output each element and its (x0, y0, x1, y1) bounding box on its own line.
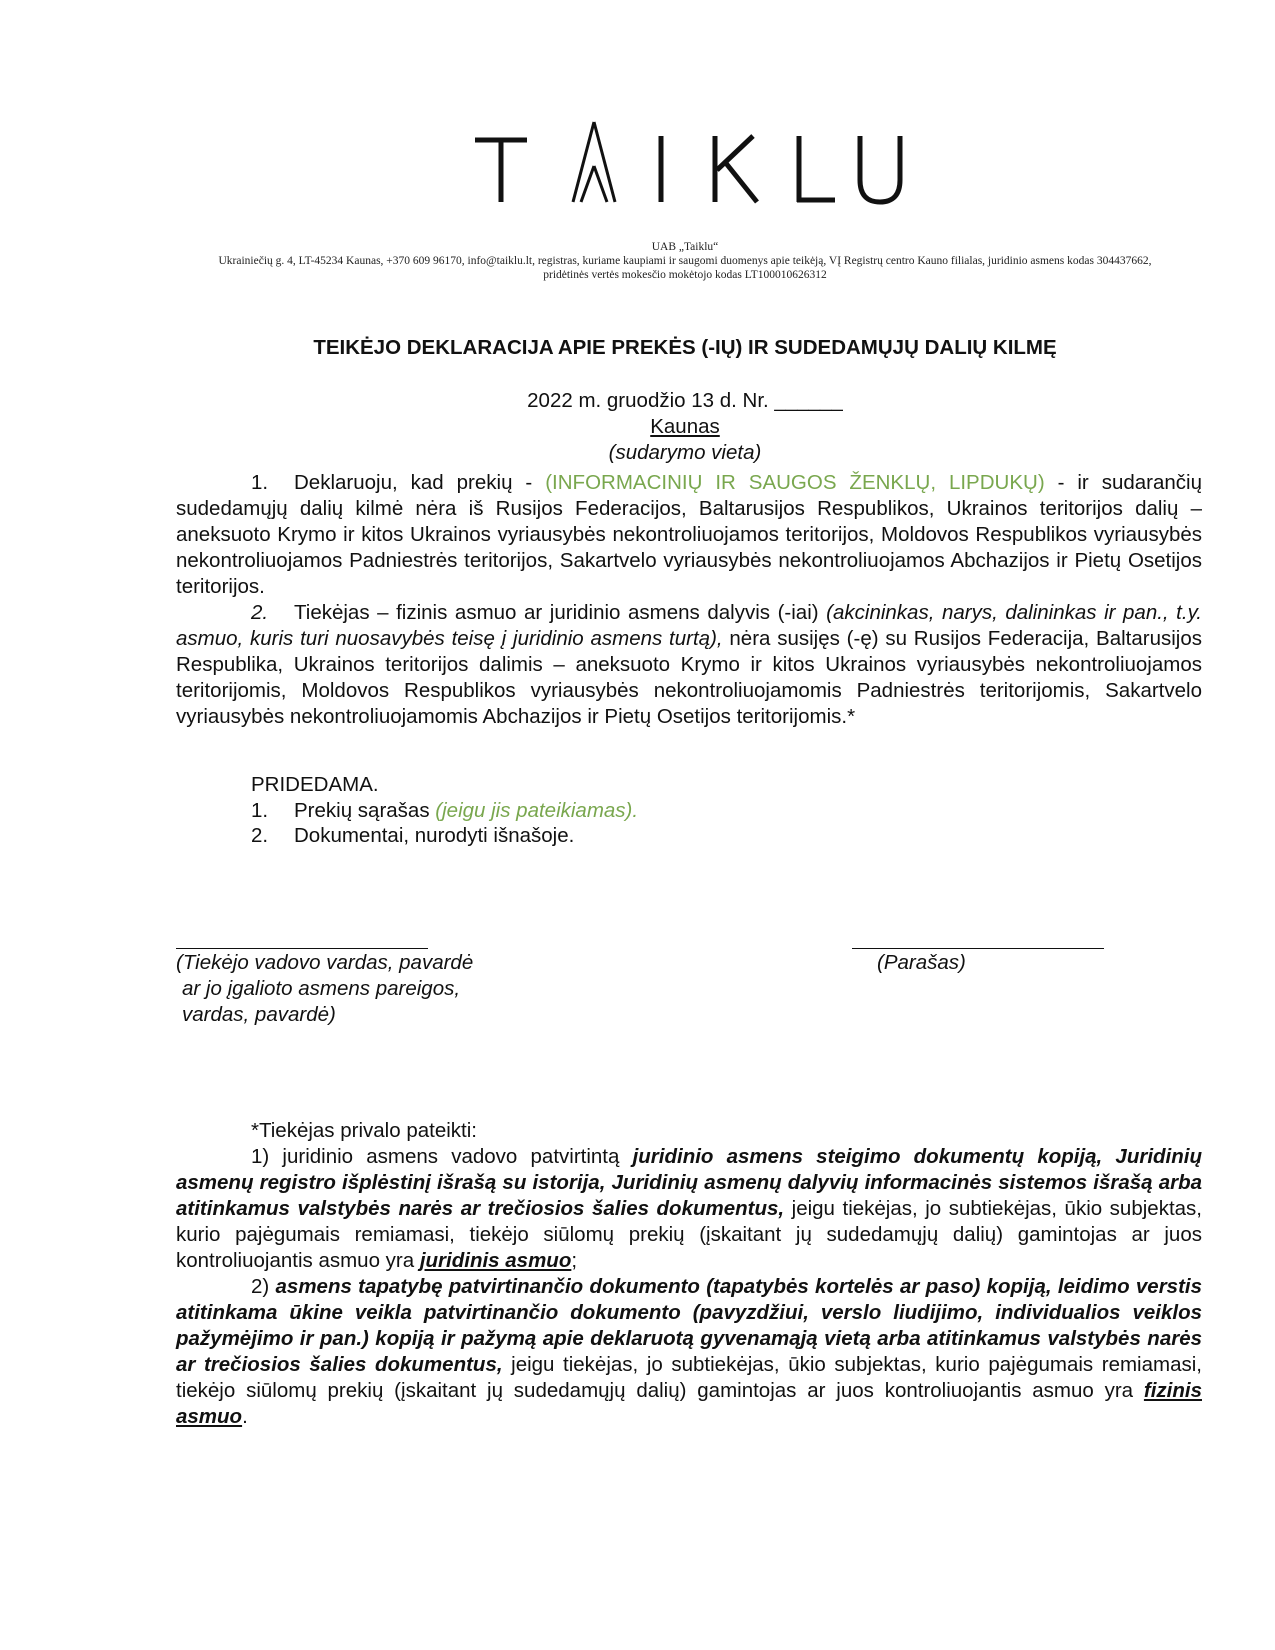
logo-graphic (475, 118, 905, 218)
name-caption: (Tiekėjo vadovo vardas, pavardė ar jo įgalioto asmens pareigos, vardas, pavardė) (176, 951, 474, 1026)
attachments-heading: PRIDEDAMA. (251, 773, 379, 796)
place: Kaunas (650, 415, 720, 438)
footnote (176, 1118, 1202, 1430)
footnote-legal-entity: 1) juridinio asmens vadovo patvirtintą juridinio asmens steigimo dokumentų kopiją, Juridinių asmenų registro išplėstinį išrašą su istorija, Juridinių asmenų dalyvių informacinės sistemos išrašą arba atitinkamus valstybės narės ar trečiosios šalies dokumentus, jeigu tiekėjas, jo subtiekėjas, ūkio subjektas, kurio pajėgumais remiamasi, tiekėjo siūlomų prekių (įskaitant jų sudedamųjų dalių) gamintojas ar juos kontroliuojantis asmuo yra juridinis asmuo; (176, 1145, 1202, 1272)
place-caption: (sudarymo vieta) (608, 441, 762, 464)
company-name: UAB „Taiklu“ (651, 241, 719, 253)
footnote-natural-person: 2) asmens tapatybę patvirtinančio dokumento (tapatybės kortelės ar paso) kopiją, leidimo verstis atitinkama ūkine veikla patvirtinančio dokumento (pavyzdžiui, verslo liudijimo, individualios veiklos pažymėjimo ir pan.) kopiją ir pažymą apie deklaruotą gyvenamąją vietą arba atitinkamus valstybės narės ar trečiosios šalies dokumentus, jeigu tiekėjas, jo subtiekėjas, ūkio subjektas, kurio pajėgumais remiamasi, tiekėjo siūlomų prekių (įskaitant jų sudedamųjų dalių) gamintojas ar juos kontroliuojantis asmuo yra fizinis asmuo. (176, 1275, 1202, 1428)
company-details: Ukrainiečių g. 4, LT-45234 Kaunas, +370 609 96170, info@taiklu.lt, registras, kuriame kaupiami ir saugomi duomenys apie teikėją, VĮ Registrų centro Kauno filialas, juridinio asmens kodas 304437662, (218, 255, 1152, 267)
signature-line (852, 948, 1104, 949)
product-name: (INFORMACINIŲ IR SAUGOS ŽENKLŲ, LIPDUKŲ) (545, 471, 1045, 494)
date-place-block (170, 388, 1200, 466)
date-line: 2022 m. gruodžio 13 d. Nr. ______ (527, 389, 843, 412)
attachment-item-2: 2. Dokumentai, nurodyti išnašoje. (251, 824, 575, 847)
company-vat: pridėtinės vertės mokesčio mokėtojo kodas LT100010626312 (543, 269, 827, 281)
company-header (170, 240, 1200, 282)
item-2: 2. Tiekėjas – fizinis asmuo ar juridinio asmens dalyvis (-iai) (akcininkas, narys, dalininkas ir pan., t.y. asmuo, kuris turi nuosavybės teisę į juridinio asmens turtą), nėra susijęs (-ę) su Rusijos Federacija, Baltarusijos Respublika, Ukrainos teritorijos dalimis – aneksuoto Krymo ir kitos Ukrainos vyriausybės nekontroliuojamos teritorijomis, Moldovos Respublikos vyriausybės nekontroliuojamomis Padniestrės teritorijomis, Sakartvelo vyriausybės nekontroliuojamomis Abchazijos ir Pietų Osetijos teritorijomis.* (176, 601, 1202, 728)
item-1: 1. Deklaruoju, kad prekių - (INFORMACINIŲ IR SAUGOS ŽENKLŲ, LIPDUKŲ) - ir sudarančių sudedamųjų dalių kilmė nėra iš Rusijos Federacijos, Baltarusijos Respublikos, Ukrainos teritorijos dalių – aneksuoto Krymo ir kitos Ukrainos vyriausybės nekontroliuojamos teritorijos, Moldovos Respublikos vyriausybės nekontroliuojamos Padniestrės teritorijos, Sakartvelo vyriausybės nekontroliuojamos Abchazijos ir Pietų Osetijos teritorijos. (176, 471, 1203, 598)
document-title: TEIKĖJO DEKLARACIJA APIE PREKĖS (-IŲ) IR SUDEDAMŲJŲ DALIŲ KILMĘ (313, 336, 1057, 359)
name-signature-line (176, 948, 428, 949)
attachment-item-1: 1. Prekių sąrašas (jeigu jis pateikiamas). (251, 799, 639, 822)
signature-caption: (Parašas) (877, 951, 966, 974)
taiklu-logo (475, 118, 905, 218)
declaration-body (176, 470, 1202, 730)
footnote-intro: *Tiekėjas privalo pateikti: (251, 1119, 477, 1142)
